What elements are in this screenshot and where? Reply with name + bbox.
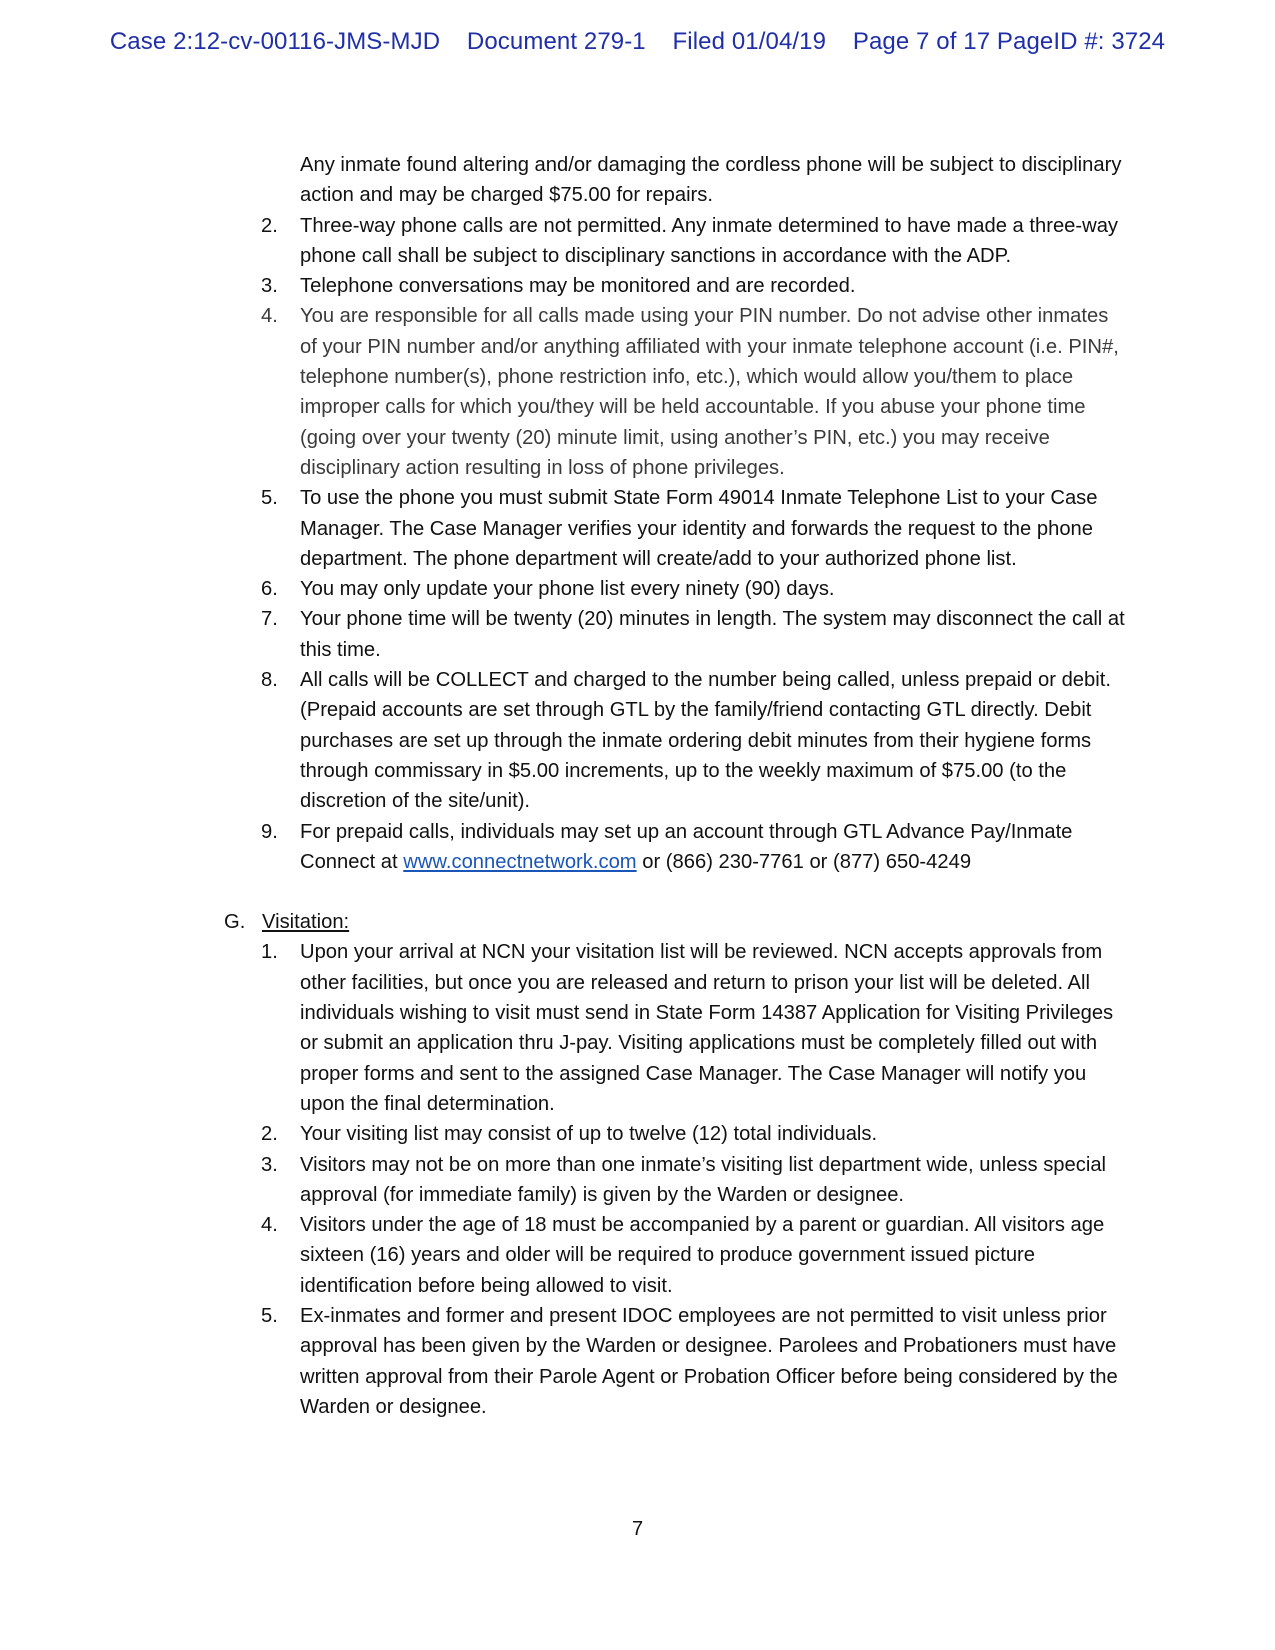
visitation-rules-list xyxy=(0,937,1275,1422)
item-text: Three-way phone calls are not permitted. Any inmate determined to have made a three-way phone call shall be subject to disciplinary sanctions in accordance with the ADP. xyxy=(300,214,1119,267)
section-title: Visitation: xyxy=(262,911,350,934)
list-item xyxy=(0,574,1130,604)
item-text-before-link: For prepaid calls, individuals may set up an account through GTL Advance Pay/Inmate Connect at xyxy=(300,820,1073,873)
page-body xyxy=(0,150,1275,1422)
court-filing-header xyxy=(0,28,1275,56)
list-item xyxy=(0,604,1130,665)
list-item xyxy=(0,1119,1130,1149)
item-number: 3. xyxy=(261,1153,278,1176)
connectnetwork-link[interactable]: www.connectnetwork.com xyxy=(403,850,637,873)
item-text: All calls will be COLLECT and charged to the number being called, unless prepaid or debit. (Prepaid accounts are set through GTL by the family/friend contacting GTL directly. Debit purchases are set up through the inmate ordering debit minutes from their hygiene forms through commissary in $5.00 increments, up to the weekly maximum of $75.00 (to the discretion of the site/unit). xyxy=(300,669,1111,813)
item-text: Upon your arrival at NCN your visitation list will be reviewed. NCN accepts approvals from other facilities, but once you are released and return to prison your list will be deleted. All individuals wishing to visit must send in State Form 14387 Application for Visiting Privileges or submit an application thru J-pay. Visiting applications must be completely filled out with proper forms and sent to the assigned Case Manager. The Case Manager will notify you upon the final determination. xyxy=(300,941,1114,1115)
item-text: Ex-inmates and former and present IDOC employees are not permitted to visit unless prior approval has been given by the Warden or designee. Parolees and Probationers must have written approval from their Parole Agent or Probation Officer before being considered by the Warden or designee. xyxy=(300,1304,1118,1418)
page-id: Page 7 of 17 PageID #: 3724 xyxy=(852,28,1166,55)
filed-date: Filed 01/04/19 xyxy=(672,28,827,55)
item-number: 5. xyxy=(261,487,278,510)
item-number: 2. xyxy=(261,1123,278,1146)
continuation-paragraph: Any inmate found altering and/or damaging the cordless phone will be subject to disciplinary action and may be charged $75.00 for repairs. xyxy=(300,154,1122,207)
list-item xyxy=(0,1150,1130,1211)
item-number: 4. xyxy=(261,305,278,328)
item-number: 4. xyxy=(261,1214,278,1237)
list-item xyxy=(0,937,1130,1119)
section-heading-visitation xyxy=(0,907,1275,937)
item-number: 9. xyxy=(261,820,278,843)
list-item xyxy=(0,1210,1130,1301)
list-item xyxy=(0,301,1130,483)
item-number: 5. xyxy=(261,1304,278,1327)
item-text: Telephone conversations may be monitored and are recorded. xyxy=(300,275,856,298)
section-letter: G. xyxy=(224,911,246,934)
phone-rules-list xyxy=(0,211,1275,878)
item-text: You are responsible for all calls made using your PIN number. Do not advise other inmates of your PIN number and/or anything affiliated with your inmate telephone account (i.e. PIN#, telephone number(s), phone restriction info, etc.), which would allow you/them to place improper calls for which you/they will be held accountable. If you abuse your phone time (going over your twenty (20) minute limit, using another’s PIN, etc.) you may receive disciplinary action resulting in loss of phone privileges. xyxy=(300,305,1119,479)
item-text: Visitors under the age of 18 must be accompanied by a parent or guardian. All visitors age sixteen (16) years and older will be required to produce government issued picture identification before being allowed to visit. xyxy=(300,1214,1105,1297)
item-text: To use the phone you must submit State Form 49014 Inmate Telephone List to your Case Manager. The Case Manager verifies your identity and forwards the request to the phone department. The phone department will create/add to your authorized phone list. xyxy=(300,487,1098,570)
item-text: You may only update your phone list every ninety (90) days. xyxy=(300,578,835,601)
list-item xyxy=(0,817,1130,878)
item-text: Your visiting list may consist of up to twelve (12) total individuals. xyxy=(300,1123,878,1146)
item-number: 8. xyxy=(261,669,278,692)
item-number: 1. xyxy=(261,941,278,964)
list-item xyxy=(0,1301,1130,1422)
item-text-after-link: or (866) 230-7761 or (877) 650-4249 xyxy=(636,850,972,873)
list-item xyxy=(0,665,1130,816)
page-number: 7 xyxy=(631,1518,644,1540)
item-number: 2. xyxy=(261,214,278,237)
item-text: Visitors may not be on more than one inmate’s visiting list department wide, unless special approval (for immediate family) is given by the Warden or designee. xyxy=(300,1153,1107,1206)
item-number: 7. xyxy=(261,608,278,631)
list-item xyxy=(0,211,1130,272)
item-number: 6. xyxy=(261,578,278,601)
list-item xyxy=(0,271,1130,301)
list-item xyxy=(0,483,1130,574)
document-number: Document 279-1 xyxy=(466,28,646,55)
item-number: 3. xyxy=(261,275,278,298)
item-text: Your phone time will be twenty (20) minutes in length. The system may disconnect the call at this time. xyxy=(300,608,1125,661)
case-number: Case 2:12-cv-00116-JMS-MJD xyxy=(109,28,441,55)
